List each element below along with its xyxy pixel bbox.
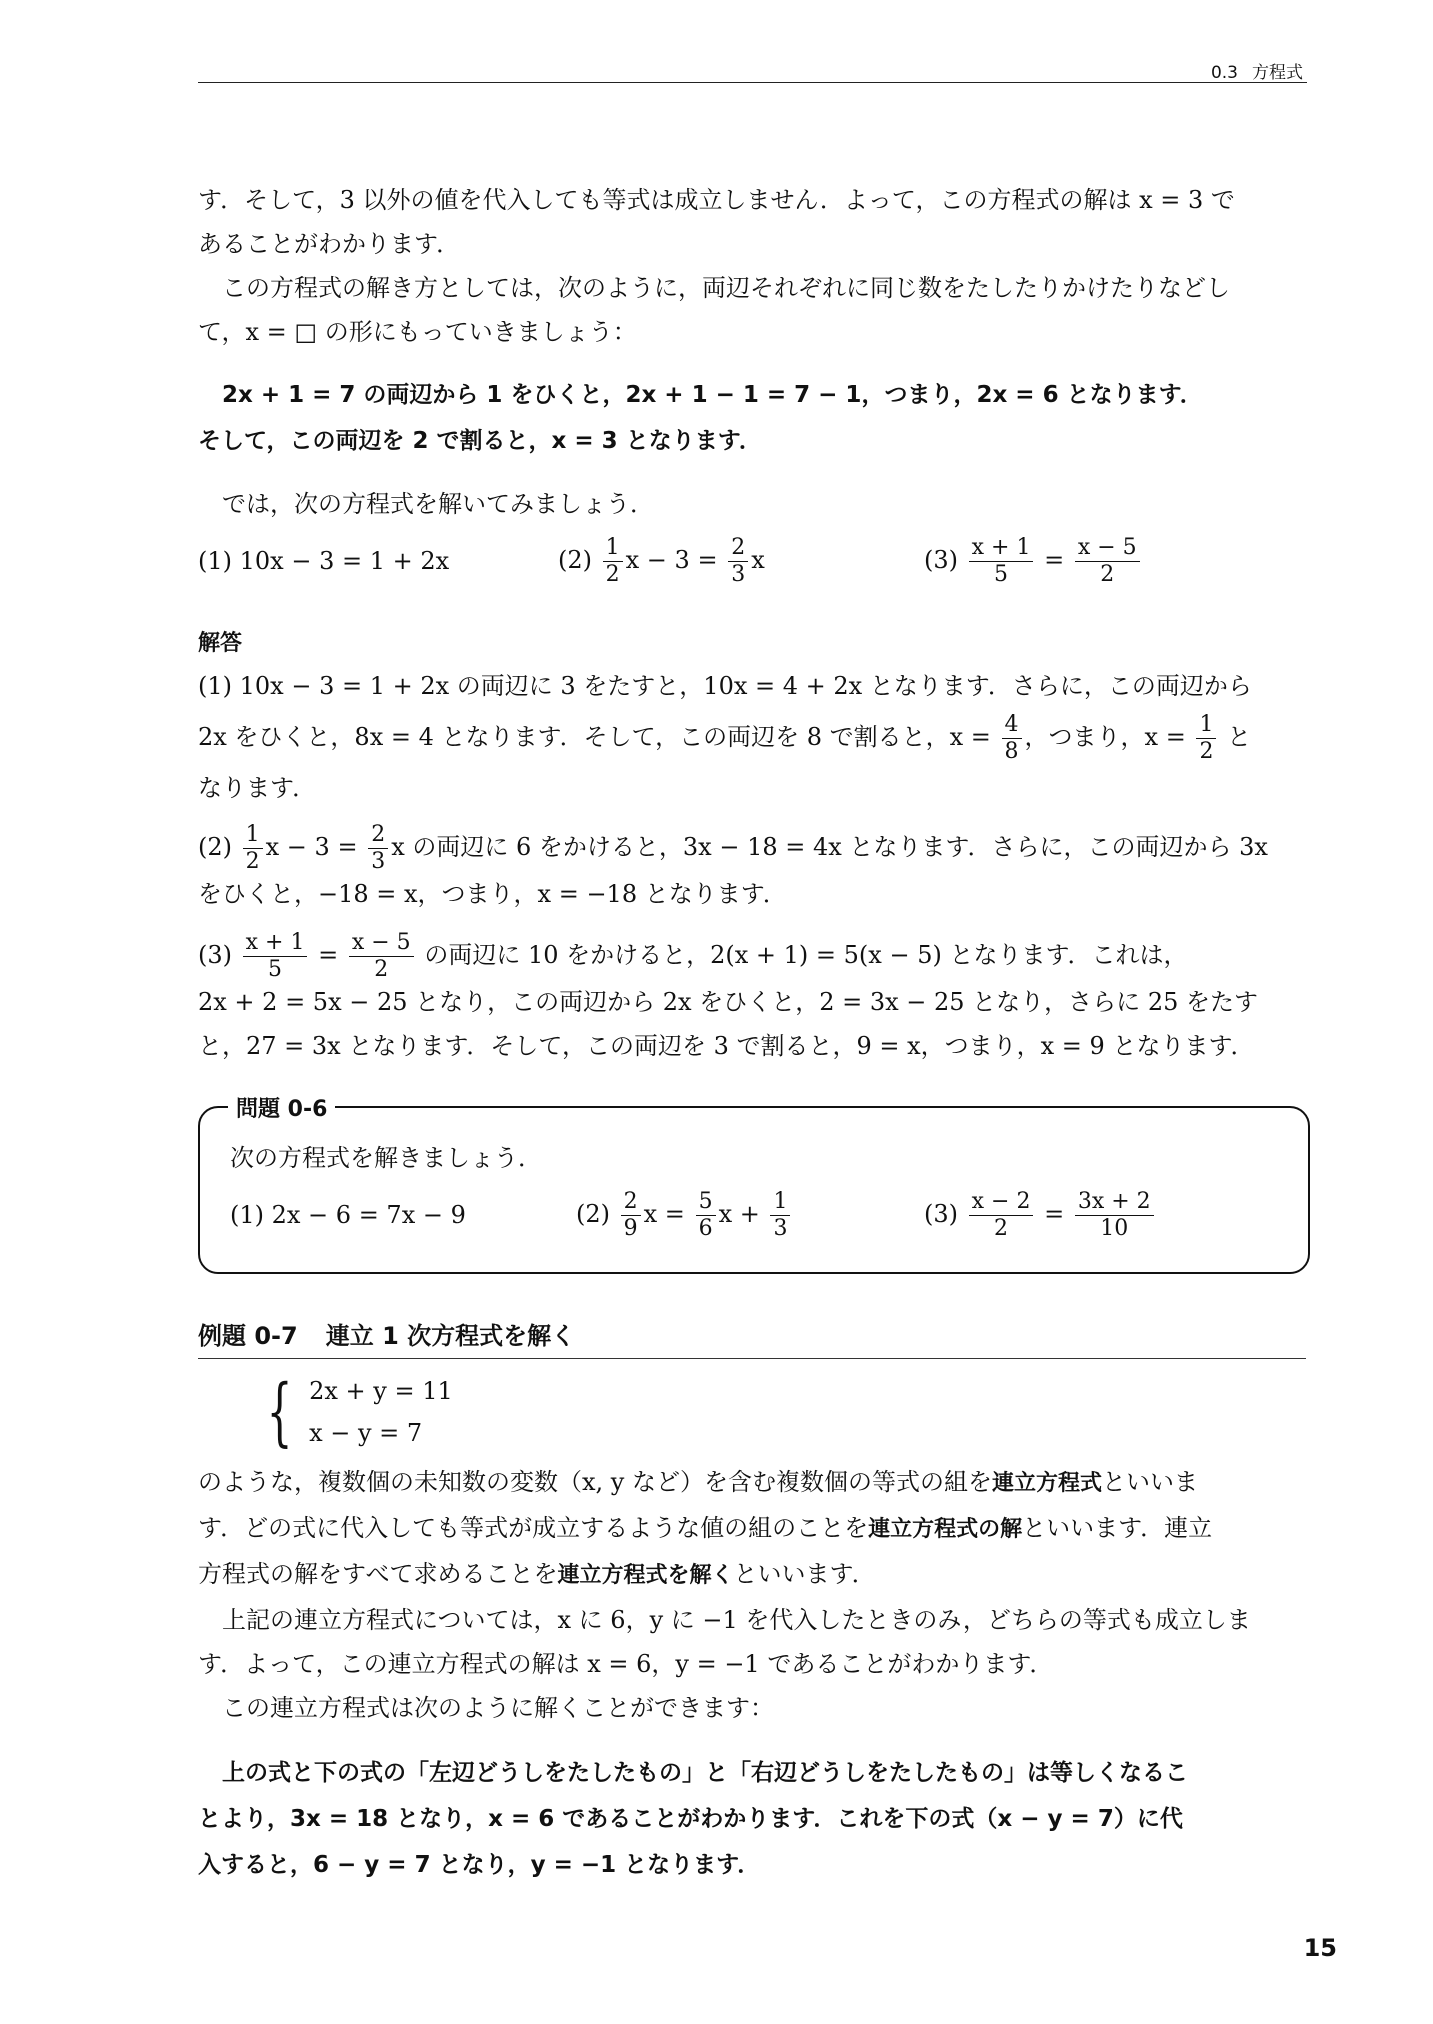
term: 連立方程式 [991, 1471, 1102, 1496]
fraction [243, 930, 308, 983]
intro-line: あることがわかります． [198, 230, 461, 258]
intro-section [198, 178, 1308, 354]
problem-box-content [230, 1136, 1278, 1250]
answer-line [198, 814, 1308, 880]
text: といいます． [733, 1560, 876, 1588]
answer-line: と，27 = 3x となります．そして，この両辺を 3 で割ると，9 = x，つまり，x = 9 となります． [198, 1032, 1255, 1060]
problem-box-row [230, 1180, 1278, 1250]
numerator: x − 5 [1075, 535, 1140, 562]
example-line: 上記の連立方程式については，x に 6，y に −1 を代入したときのみ，どちらの等式も成立しま [222, 1606, 1251, 1634]
answer-label: (2) [198, 833, 232, 861]
numerator: 1 [1196, 712, 1216, 739]
answer-line [198, 922, 1308, 988]
term: 連立方程式の解 [868, 1517, 1023, 1542]
exercise-3 [924, 1189, 1157, 1242]
example-text [198, 1460, 1308, 1730]
numerator: x − 2 [969, 1189, 1034, 1216]
denominator: 9 [623, 1215, 638, 1241]
answer-section [198, 624, 1308, 1068]
numerator: 1 [603, 535, 623, 562]
fraction [969, 535, 1034, 588]
fraction [349, 930, 414, 983]
section-title: 方程式 [1252, 63, 1303, 83]
denominator: 2 [245, 849, 260, 874]
fraction [243, 822, 263, 875]
denominator: 8 [1004, 739, 1019, 764]
answer-line: なります． [198, 774, 317, 802]
exercise-2 [576, 1189, 924, 1242]
denominator: 5 [268, 957, 283, 982]
bold-example [198, 372, 1308, 464]
expr-text: x − 3 = [625, 545, 718, 574]
expr-text: x + [718, 1199, 760, 1228]
problem-instruction: 次の方程式を解きましょう． [230, 1144, 542, 1172]
bold-line: 入すると，6 − y = 7 となり，y = −1 となります． [198, 1852, 761, 1878]
system-equations [309, 1370, 453, 1454]
example-bold-solution [198, 1750, 1308, 1888]
denominator: 2 [605, 561, 620, 587]
denominator: 5 [994, 561, 1009, 587]
bold-line: 2x + 1 = 7 の両辺から 1 をひくと，2x + 1 − 1 = 7 − 1，つまり，2x = 6 となります． [222, 382, 1203, 408]
denominator: 6 [698, 1215, 713, 1241]
practice-problems [198, 526, 1308, 596]
answer-text: と [1227, 723, 1252, 751]
intro-line: この方程式の解き方としては，次のように，両辺それぞれに同じ数をたしたりかけたりなどし [222, 274, 1230, 302]
problem-1: (1) 10x − 3 = 1 + 2x [198, 547, 450, 575]
running-header [198, 58, 1307, 83]
numerator: 2 [728, 535, 748, 562]
equation-system [256, 1370, 453, 1454]
practice-text: では，次の方程式を解いてみましょう． [222, 490, 654, 518]
expr-text: = [1044, 545, 1065, 574]
numerator: 2 [621, 1189, 641, 1216]
numerator: 3x + 2 [1075, 1189, 1154, 1216]
numerator: 5 [696, 1189, 716, 1216]
answer-line: (1) 10x − 3 = 1 + 2x の両辺に 3 をたすと，10x = 4 + 2x となります．さらに，この両辺から [198, 672, 1252, 700]
fraction [969, 1189, 1034, 1242]
example-line [198, 1552, 1308, 1598]
answer-text: = [318, 941, 339, 969]
numerator: x − 5 [349, 930, 414, 957]
page-number: 15 [1303, 1934, 1337, 1962]
fraction [1196, 712, 1216, 765]
numerator: x + 1 [969, 535, 1034, 562]
answer-text: x の両辺に 6 をかけると，3x − 18 = 4x となります．さらに，この両辺から 3x [391, 833, 1268, 861]
example-number: 例題 0-7 [198, 1322, 298, 1350]
answer-text: x − 3 = [265, 833, 358, 861]
numerator: 4 [1002, 712, 1022, 739]
numerator: 2 [368, 822, 388, 849]
numerator: 1 [770, 1189, 790, 1216]
answer-line [198, 708, 1308, 766]
problem-label: (3) [924, 1199, 958, 1228]
denominator: 2 [1100, 561, 1115, 587]
example-title: 連立 1 次方程式を解く [325, 1322, 576, 1350]
fraction [603, 535, 623, 588]
numerator: 1 [243, 822, 263, 849]
bold-line: とより，3x = 18 となり，x = 6 であることがわかります．これを下の式（x − y = 7）に代 [198, 1806, 1183, 1832]
answer-label: (3) [198, 941, 232, 969]
example-line [198, 1460, 1308, 1506]
expr-text: = [1044, 1199, 1065, 1228]
answer-text: ，つまり，x = [1024, 723, 1186, 751]
numerator: x + 1 [243, 930, 308, 957]
problem-label: (2) [558, 545, 592, 574]
fraction [1002, 712, 1022, 765]
fraction [621, 1189, 641, 1242]
left-brace: { [266, 1369, 293, 1455]
answer-text: の両辺に 10 をかけると，2(x + 1) = 5(x − 5) となります．これは， [424, 941, 1188, 969]
denominator: 2 [374, 957, 389, 982]
section-label [1211, 58, 1303, 83]
problem-box-tag: 問題 0-6 [228, 1092, 335, 1123]
denominator: 3 [371, 849, 386, 874]
fraction [770, 1189, 790, 1242]
problem-label: (3) [924, 545, 958, 574]
example-line: この連立方程式は次のように解くことができます： [222, 1694, 774, 1722]
expr-text: x = [643, 1199, 685, 1228]
answer-heading: 解答 [198, 631, 243, 656]
fraction [1075, 535, 1140, 588]
term: 連立方程式を解く [557, 1563, 734, 1588]
intro-line: て，x = □ の形にもっていきましょう： [198, 318, 637, 346]
example-line: す．よって，この連立方程式の解は x = 6，y = −1 であることがわかります． [198, 1650, 1054, 1678]
exercise-1: (1) 2x − 6 = 7x − 9 [230, 1201, 466, 1229]
fraction [368, 822, 388, 875]
example-heading [198, 1316, 1306, 1359]
answer-line: をひくと，−18 = x，つまり，x = −18 となります． [198, 880, 787, 908]
denominator: 3 [773, 1215, 788, 1241]
fraction [1075, 1189, 1154, 1242]
problem-label: (2) [576, 1199, 610, 1228]
text: のような，複数個の未知数の変数（x, y など）を含む複数個の等式の組を [198, 1468, 992, 1496]
fraction [696, 1189, 716, 1242]
section-number: 0.3 [1210, 63, 1238, 83]
denominator: 10 [1100, 1215, 1129, 1241]
problem-3 [924, 535, 1143, 588]
text: といいます．連立 [1022, 1514, 1213, 1542]
denominator: 2 [1199, 739, 1214, 764]
expr-text: x [751, 545, 765, 574]
equation: x − y = 7 [309, 1419, 423, 1447]
example-line [198, 1506, 1308, 1552]
equation: 2x + y = 11 [309, 1377, 453, 1405]
intro-line: す．そして，3 以外の値を代入しても等式は成立しません．よって，この方程式の解は x = 3 で [198, 186, 1235, 214]
text: 方程式の解をすべて求めることを [198, 1560, 558, 1588]
bold-line: そして，この両辺を 2 で割ると，x = 3 となります． [198, 428, 762, 454]
practice-intro [198, 482, 1308, 526]
text: といいま [1102, 1468, 1198, 1496]
denominator: 3 [731, 561, 746, 587]
problem-2 [558, 535, 924, 588]
fraction [728, 535, 748, 588]
problem-box [198, 1097, 1310, 1274]
answer-text: 2x をひくと，8x = 4 となります．そして，この両辺を 8 で割ると，x = [198, 723, 991, 751]
denominator: 2 [994, 1215, 1009, 1241]
text: す．どの式に代入しても等式が成立するような値の組のことを [198, 1514, 869, 1542]
answer-line: 2x + 2 = 5x − 25 となり，この両辺から 2x をひくと，2 = 3x − 25 となり，さらに 25 をたす [198, 988, 1258, 1016]
bold-line: 上の式と下の式の「左辺どうしをたしたもの」と「右辺どうしをたしたもの」は等しくなるこ [222, 1760, 1188, 1786]
